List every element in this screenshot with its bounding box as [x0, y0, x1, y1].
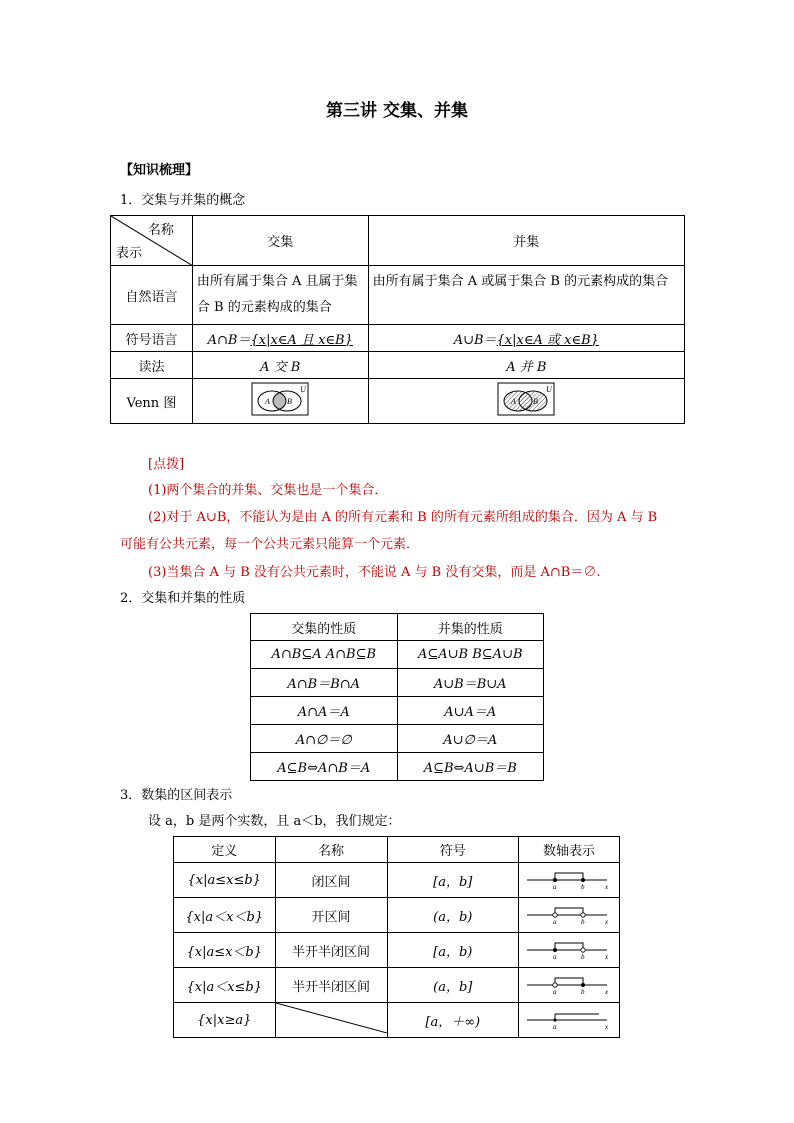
interval-name-empty [275, 1003, 387, 1038]
number-line-ray [519, 1003, 619, 1033]
tips-label: [点拨] [148, 457, 185, 472]
interval-header-symbol: 符号 [387, 837, 518, 863]
symbol-union-prefix: A∪B＝ [453, 332, 497, 348]
venn-u-label-2: U [546, 385, 553, 394]
interval-header-axis: 数轴表示 [518, 837, 619, 863]
concept-table [110, 215, 685, 424]
axis-label-x: x [604, 883, 609, 891]
prop-header-union: 并集的性质 [397, 614, 544, 641]
prop-header-intersection: 交集的性质 [251, 614, 398, 641]
page-title: 第三讲 交集、并集 [326, 101, 468, 121]
endpoint-a [553, 983, 557, 987]
venn-union-cell [368, 379, 684, 424]
venn-union-diagram [497, 382, 555, 416]
row-venn-label: Venn 图 [111, 379, 193, 424]
axis-label-b: b [580, 953, 585, 961]
corner-cell [111, 216, 193, 266]
interval-definition: {x|a≤x≤b} [174, 863, 276, 898]
row-natural-label: 自然语言 [111, 266, 193, 325]
interval-axis-cell [518, 1003, 619, 1038]
tip-1: (1)两个集合的并集、交集也是一个集合． [148, 483, 388, 498]
axis-label-x: x [604, 918, 609, 926]
tip-3: (3)当集合 A 与 B 没有公共元素时，不能说 A 与 B 没有交集，而是 A∩B＝∅. [148, 565, 601, 580]
prop-row-intersection: A∩A＝A [251, 697, 398, 725]
interval-header-definition: 定义 [174, 837, 276, 863]
interval-symbol: (a，b) [387, 898, 518, 933]
venn-intersection-diagram [251, 382, 309, 416]
axis-label-a: a [552, 918, 557, 926]
number-line-open-closed [519, 968, 619, 998]
axis-label-b: b [580, 988, 585, 996]
endpoint-b [581, 983, 584, 986]
prop-row-union: A∪∅＝A [397, 725, 544, 753]
endpoint-a [553, 913, 557, 917]
empty-cell-slash [276, 1003, 387, 1033]
row-read-label: 读法 [111, 352, 193, 379]
col-union: 并集 [368, 216, 684, 266]
venn-a-label-2: A [511, 397, 517, 406]
interval-bracket [555, 908, 583, 915]
corner-top-label: 名称 [147, 223, 174, 238]
interval-name: 半开半闭区间 [275, 968, 387, 1003]
symbol-union-set: {x|x∈A 或 x∈B} [496, 332, 599, 348]
interval-name: 半开半闭区间 [275, 933, 387, 968]
symbol-intersection-prefix: A∩B＝ [207, 332, 251, 348]
venn-a-label: A [265, 397, 271, 406]
interval-definition: {x|a≤x＜b} [174, 933, 276, 968]
interval-table [173, 836, 620, 1038]
interval-axis-cell [518, 898, 619, 933]
corner-bottom-label: 表示 [116, 246, 143, 261]
interval-axis-cell [518, 933, 619, 968]
tip-2-line-2: 可能有公共元素，每一个公共元素只能算一个元素． [120, 537, 420, 552]
venn-intersection-cell [192, 379, 368, 424]
endpoint-b [581, 878, 584, 881]
endpoint-a [553, 878, 556, 881]
number-line-open [519, 898, 619, 928]
interval-header-name: 名称 [275, 837, 387, 863]
interval-bracket [555, 943, 583, 950]
venn-b-label: B [287, 397, 293, 406]
interval-definition: {x|a＜x≤b} [174, 968, 276, 1003]
interval-axis-cell [518, 968, 619, 1003]
natural-union: 由所有属于集合 A 或属于集合 B 的元素构成的集合 [368, 266, 684, 325]
venn-u-label: U [300, 385, 307, 394]
read-intersection: A 交 B [192, 352, 368, 379]
endpoint-b [581, 913, 585, 917]
number-line-closed [519, 863, 619, 893]
axis-label-x: x [604, 1023, 609, 1031]
symbol-intersection [192, 325, 368, 352]
read-union: A 并 B [368, 352, 684, 379]
endpoint-b [581, 948, 585, 952]
section-heading: 【知识梳理】 [120, 163, 199, 178]
axis-label-a: a [552, 953, 557, 961]
natural-intersection: 由所有属于集合 A 且属于集合 B 的元素构成的集合 [192, 266, 368, 325]
interval-name: 闭区间 [275, 863, 387, 898]
prop-row-union: A⊆B⇔A∪B＝B [397, 753, 544, 781]
interval-bracket [555, 978, 583, 985]
symbol-union [368, 325, 684, 352]
axis-label-a: a [552, 988, 557, 996]
interval-axis-cell [518, 863, 619, 898]
venn-b-label-2: B [533, 397, 539, 406]
prop-row-intersection: A⊆B⇔A∩B＝A [251, 753, 398, 781]
interval-symbol: (a，b] [387, 968, 518, 1003]
endpoint-a [553, 948, 556, 951]
axis-label-b: b [580, 883, 585, 891]
properties-table [250, 613, 544, 781]
interval-definition: {x|a＜x＜b} [174, 898, 276, 933]
interval-bracket [555, 873, 583, 880]
axis-label-a: a [552, 883, 557, 891]
prop-row-union: A∪A＝A [397, 697, 544, 725]
symbol-intersection-set: {x|x∈A 且 x∈B} [250, 332, 353, 348]
interval-name: 开区间 [275, 898, 387, 933]
row-symbol-label: 符号语言 [111, 325, 193, 352]
axis-label-x: x [604, 988, 609, 996]
prop-row-intersection: A∩B＝B∩A [251, 669, 398, 697]
prop-row-intersection: A∩B⊆A A∩B⊆B [251, 641, 398, 669]
prop-row-intersection: A∩∅＝∅ [251, 725, 398, 753]
endpoint-a [553, 1018, 556, 1021]
prop-row-union: A⊆A∪B B⊆A∪B [397, 641, 544, 669]
prop-row-union: A∪B＝B∪A [397, 669, 544, 697]
section-3-heading: 3．数集的区间表示 [120, 788, 233, 803]
axis-label-b: b [580, 918, 585, 926]
axis-label-x: x [604, 953, 609, 961]
section-1-heading: 1．交集与并集的概念 [120, 193, 246, 208]
section-3-intro: 设 a，b 是两个实数，且 a＜b，我们规定： [148, 814, 401, 829]
axis-label-a: a [552, 1023, 557, 1031]
col-intersection: 交集 [192, 216, 368, 266]
tip-2-line-1: (2)对于 A∪B，不能认为是由 A 的所有元素和 B 的所有元素所组成的集合．因为 A 与 B [148, 510, 658, 525]
interval-symbol: [a，＋∞) [387, 1003, 518, 1038]
interval-definition: {x|x≥a} [174, 1003, 276, 1038]
number-line-closed-open [519, 933, 619, 963]
interval-symbol: [a，b) [387, 933, 518, 968]
section-2-heading: 2．交集和并集的性质 [120, 591, 246, 606]
interval-symbol: [a，b] [387, 863, 518, 898]
